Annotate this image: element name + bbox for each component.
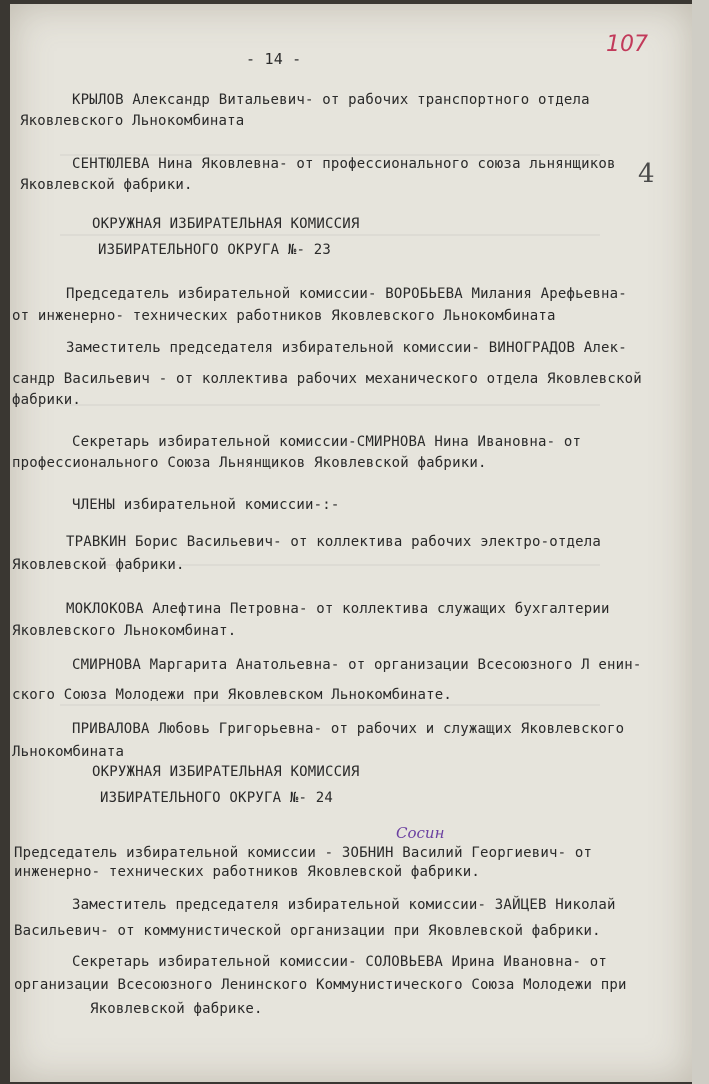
doc-line: Яковлевской фабрики. (12, 557, 185, 573)
doc-line: КРЫЛОВ Александр Витальевич- от рабочих транспортного отдела (72, 92, 590, 108)
doc-line: Председатель избирательной комиссии - ЗОБНИН Василий Георгиевич- от (14, 845, 593, 861)
members-heading: ЧЛЕНЫ избирательной комиссии-:- (72, 497, 340, 513)
doc-line: Секретарь избирательной комиссии- СОЛОВЬЕВА Ирина Ивановна- от (72, 954, 607, 970)
doc-line: Заместитель председателя избирательной комиссии- ВИНОГРАДОВ Алек- (66, 340, 627, 356)
doc-line: Яковлевского Льнокомбината (20, 113, 245, 129)
doc-line: Васильевич- от коммунистической организации при Яковлевской фабрики. (14, 923, 601, 939)
doc-line: ского Союза Молодежи при Яковлевском Льнокомбинате. (12, 687, 453, 703)
doc-line: фабрики. (12, 392, 82, 408)
document-page (10, 4, 692, 1082)
doc-line: инженерно- технических работников Яковлевской фабрики. (14, 864, 480, 880)
doc-line: Заместитель председателя избирательной комиссии- ЗАЙЦЕВ Николай (72, 897, 616, 913)
margin-mark: 4 (638, 159, 655, 189)
doc-line: от инженерно- технических работников Яковлевского Льнокомбината (12, 308, 556, 324)
doc-line: Льнокомбината (12, 744, 125, 760)
doc-line: Яковлевской фабрики. (20, 177, 193, 193)
district-heading: ИЗБИРАТЕЛЬНОГО ОКРУГА №- 23 (98, 242, 331, 258)
district-heading: ИЗБИРАТЕЛЬНОГО ОКРУГА №- 24 (100, 790, 333, 806)
doc-line: СЕНТЮЛЕВА Нина Яковлевна- от профессионального союза льнянщиков (72, 156, 616, 172)
doc-line: Секретарь избирательной комиссии-СМИРНОВА Нина Ивановна- от (72, 434, 582, 450)
doc-line: ПРИВАЛОВА Любовь Григорьевна- от рабочих и служащих Яковлевского (72, 721, 625, 737)
page-edge (692, 0, 709, 1084)
archive-number: 107 (606, 32, 648, 57)
commission-heading: ОКРУЖНАЯ ИЗБИРАТЕЛЬНАЯ КОМИССИЯ (92, 764, 360, 780)
doc-line: СМИРНОВА Маргарита Анатольевна- от организации Всесоюзного Л енин- (72, 657, 642, 673)
doc-line: ТРАВКИН Борис Васильевич- от коллектива рабочих электро-отдела (66, 534, 601, 550)
handwritten-correction: Сосин (396, 824, 445, 842)
commission-heading: ОКРУЖНАЯ ИЗБИРАТЕЛЬНАЯ КОМИССИЯ (92, 216, 360, 232)
doc-line: Яковлевского Льнокомбинат. (12, 623, 237, 639)
page-number: - 14 - (246, 50, 302, 68)
doc-line: Председатель избирательной комиссии- ВОРОБЬЕВА Милания Арефьевна- (66, 286, 627, 302)
doc-line: Яковлевской фабрике. (90, 1001, 263, 1017)
doc-line: профессионального Союза Льнянщиков Яковлевской фабрики. (12, 455, 487, 471)
doc-line: организации Всесоюзного Ленинского Коммунистического Союза Молодежи при (14, 977, 627, 993)
doc-line: сандр Васильевич - от коллектива рабочих механического отдела Яковлевской (12, 371, 642, 387)
doc-line: МОКЛОКОВА Алефтина Петровна- от коллектива служащих бухгалтерии (66, 601, 610, 617)
